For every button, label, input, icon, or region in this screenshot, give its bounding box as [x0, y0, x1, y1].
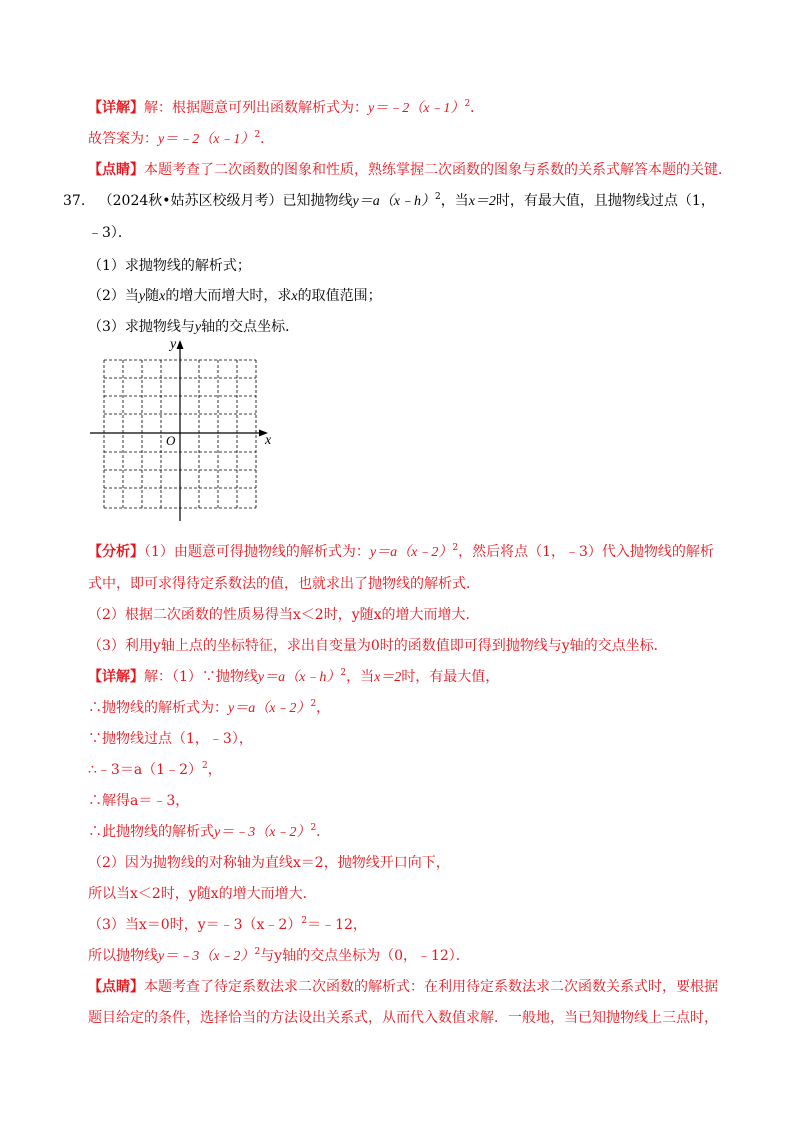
comment2-line-1 — [88, 977, 718, 997]
q3-y: y — [194, 320, 202, 335]
q2-x2: x — [291, 289, 298, 304]
q2-c: 的增大而增大时，求 — [165, 288, 292, 304]
d10-b: 与y轴的交点坐标为（0，﹣12）． — [260, 948, 470, 964]
detail2-line-6 — [88, 822, 330, 843]
analysis-line-2: 式中，即可求得待定系数法的值，也就求出了抛物线的解析式． — [88, 576, 480, 592]
analysis-exp: 2 — [452, 543, 459, 553]
d1-a: 解：（1）∵抛物线 — [144, 669, 258, 685]
problem-text-c: x＝2 — [468, 194, 496, 209]
d2-exp: 2 — [310, 699, 317, 709]
analysis-p1b: ，然后将点（1，﹣3）代入抛物线的解析 — [458, 544, 714, 560]
detail2-line-7: （2）因为抛物线的对称轴为直线x＝2，抛物线开口向下， — [88, 855, 450, 871]
d10-a: 所以抛物线 — [88, 948, 158, 964]
d1-formula: y＝a（x﹣h） — [257, 670, 341, 685]
y-axis-label: y — [170, 337, 177, 352]
comment2-line-2: 题目给定的条件，选择恰当的方法设出关系式，从而代入数值求解．一般地，当已知抛物线上三点时， — [88, 1010, 718, 1026]
d2-end: ， — [316, 700, 331, 716]
q2-y: y — [138, 289, 146, 304]
detail-tag: 【详解】 — [88, 100, 144, 116]
analysis-p1a: （1）由题意可得抛物线的解析式为： — [144, 544, 370, 560]
detail-formula: y＝﹣2（x﹣1） — [368, 101, 465, 116]
analysis-line-3: （2）根据二次函数的性质易得当x＜2时，y随x的增大而增大． — [88, 607, 480, 623]
answer-end: ． — [260, 131, 275, 147]
coordinate-grid-svg — [88, 336, 278, 522]
detail-end: ． — [470, 100, 485, 116]
analysis-line-1 — [88, 542, 714, 563]
d6-formula: y＝﹣3（x﹣2） — [214, 825, 311, 840]
d9-a: （3）当x＝0时，y＝﹣3（x﹣2） — [88, 917, 302, 933]
d1-d: 时，有最大值， — [401, 669, 500, 685]
d2-formula: y＝a（x﹣2） — [228, 701, 311, 716]
problem-exp: 2 — [434, 192, 441, 202]
comment-text: 本题考查了二次函数的图象和性质，熟练掌握二次函数的图象与系数的关系式解答本题的关键． — [144, 162, 732, 178]
detail2-tag: 【详解】 — [88, 669, 144, 685]
problem-line-2: ﹣3）． — [88, 225, 132, 241]
q3-b: 轴的交点坐标． — [201, 319, 300, 335]
comment2-tag: 【点睛】 — [88, 979, 144, 995]
comment-tag: 【点睛】 — [88, 162, 144, 178]
d9-exp: 2 — [301, 916, 308, 926]
d6-a: ∴此抛物线的解析式 — [88, 824, 214, 840]
question-1: （1）求抛物线的解析式； — [88, 258, 251, 274]
d10-exp: 2 — [254, 947, 261, 957]
d4-end: ， — [207, 762, 222, 778]
x-axis-label: x — [265, 433, 272, 448]
comment2-c1: 本题考查了待定系数法求二次函数的解析式：在利用待定系数法求二次函数关系式时，要根据 — [144, 979, 718, 995]
detail2-line-8: 所以当x＜2时，y随x的增大而增大． — [88, 886, 317, 902]
q2-b: 随 — [145, 288, 160, 304]
detail-exp: 2 — [464, 99, 471, 109]
detail-line — [88, 98, 484, 119]
problem-source: （2024秋•姑苏区校级月考）已知抛物线 — [98, 193, 353, 209]
answer-line — [88, 129, 274, 150]
d6-end: ． — [316, 824, 331, 840]
d6-exp: 2 — [310, 823, 317, 833]
d1-c: x＝2 — [374, 670, 402, 685]
q2-d: 的取值范围； — [297, 288, 382, 304]
d1-b: ，当 — [346, 669, 375, 685]
d1-exp: 2 — [340, 668, 347, 678]
analysis-line-4: （3）利用y轴上点的坐标特征，求出自变量为0时的函数值即可得到抛物线与y轴的交点坐标． — [88, 638, 668, 654]
coordinate-grid-figure — [88, 336, 278, 522]
q2-a: （2）当 — [88, 288, 139, 304]
d9-b: ＝﹣12， — [307, 917, 367, 933]
y-axis-arrow — [177, 340, 184, 349]
question-2 — [88, 286, 382, 307]
origin-label: O — [166, 433, 176, 448]
analysis-formula: y＝a（x﹣2） — [369, 545, 453, 560]
problem-text-d: 时，有最大值，且抛物线过点（1， — [495, 193, 715, 209]
answer-exp: 2 — [254, 130, 261, 140]
d10-formula: y＝﹣3（x﹣2） — [158, 949, 255, 964]
problem-text-b: ，当 — [440, 193, 469, 209]
d4-exp: 2 — [201, 761, 208, 771]
detail2-line-3: ∵抛物线过点（1，﹣3）， — [88, 731, 253, 747]
problem-formula: y＝a（x﹣h） — [352, 194, 435, 209]
answer-text: 故答案为： — [88, 131, 158, 147]
detail2-line-2 — [88, 698, 330, 719]
detail2-line-10 — [88, 946, 470, 967]
answer-formula: y＝﹣2（x﹣1） — [158, 132, 255, 147]
problem-line-1 — [63, 191, 715, 212]
detail2-line-4 — [88, 760, 222, 780]
problem-number: 37. — [63, 193, 86, 209]
d4-a: ∴﹣3＝a（1﹣2） — [88, 762, 202, 778]
detail2-line-9 — [88, 915, 367, 935]
question-3 — [88, 317, 299, 338]
detail2-line-1 — [88, 667, 499, 688]
detail-text: 解：根据题意可列出函数解析式为： — [144, 100, 368, 116]
analysis-tag: 【分析】 — [88, 544, 144, 560]
comment-line — [88, 160, 732, 180]
d2-a: ∴抛物线的解析式为： — [88, 700, 228, 716]
q2-x: x — [159, 289, 166, 304]
q3-a: （3）求抛物线与 — [88, 319, 195, 335]
detail2-line-5: ∴解得a＝﹣3， — [88, 793, 190, 809]
